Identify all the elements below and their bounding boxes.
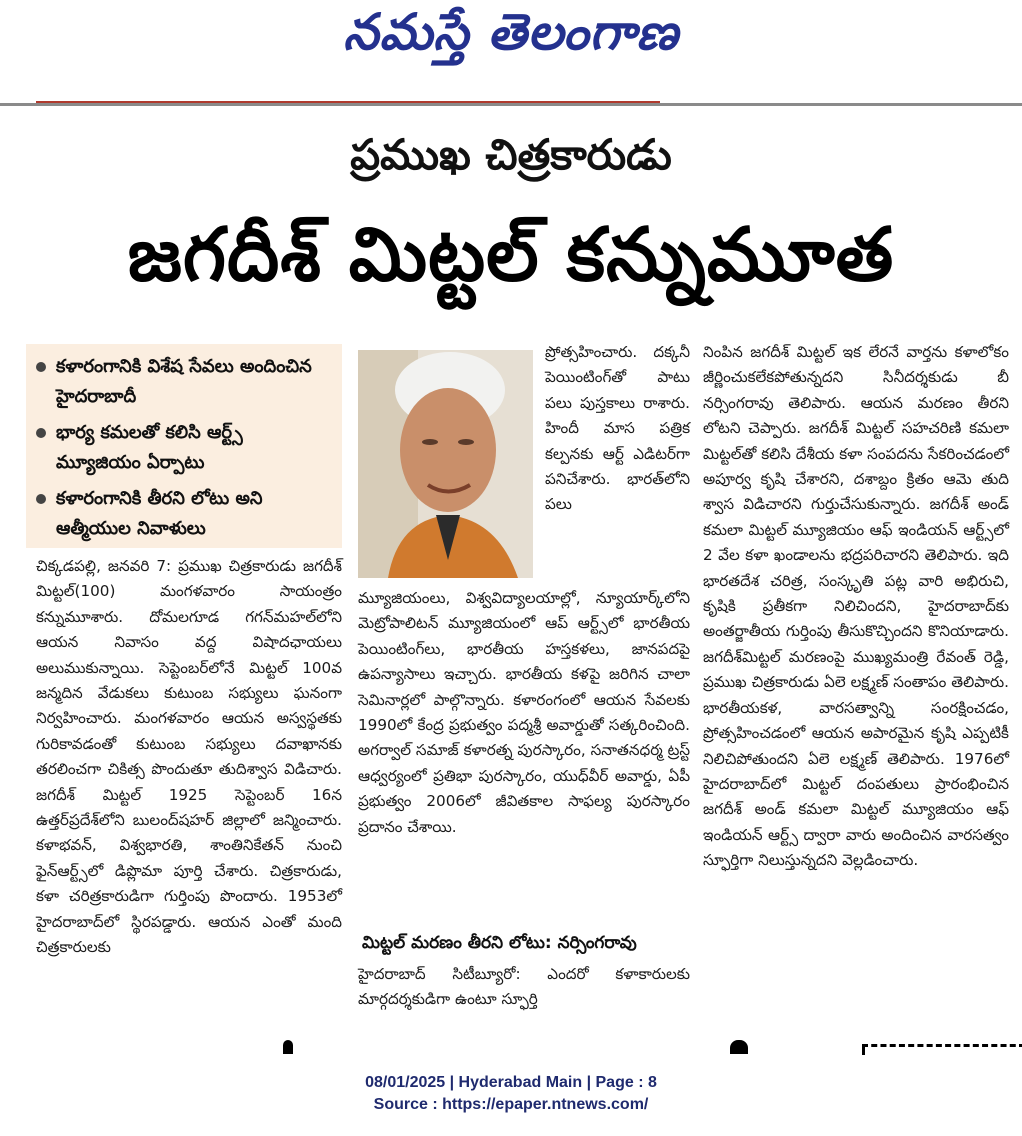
article-column-2 (358, 586, 690, 840)
bullet-icon (36, 362, 46, 372)
highlight-text: కళారంగానికి విశేష సేవలు అందించిన హైదరాబాదీ (56, 356, 312, 407)
highlight-item (36, 484, 332, 544)
bullet-icon (36, 494, 46, 504)
article-column-2-bottom (358, 962, 690, 1013)
highlight-text: భార్య కమలతో కలిసి ఆర్ట్స్ మ్యూజియం ఏర్పాటు (56, 422, 243, 473)
article-column-1 (36, 554, 342, 961)
clipping-dashed-border (862, 1044, 1022, 1055)
portrait-illustration (358, 350, 533, 578)
article-column-3 (703, 340, 1009, 874)
clipping-edge-mark (283, 1040, 293, 1054)
portrait-photo (358, 350, 533, 578)
paragraph: ప్రోత్సహించారు. దక్కనీ పెయింటింగ్‌తో పాటు పలు పుస్తకాలు రాశారు. హిందీ మాస పత్రిక కల్పనకు ఆర్ట్ ఎడిటర్‌గా పనిచేశారు. భారత్‌లోని పలు (545, 343, 690, 514)
highlights-box (26, 344, 342, 548)
highlights-list (26, 344, 342, 544)
footer-source-link[interactable]: Source : https://epaper.ntnews.com/ (373, 1096, 649, 1113)
masthead (0, 0, 1022, 72)
paragraph: హైదరాబాద్ సిటీబ్యూరో: ఎందరో కళాకారులకు మార్గదర్శకుడిగా ఉంటూ స్ఫూర్తి (358, 965, 690, 1009)
highlight-item (36, 418, 332, 478)
bullet-icon (36, 428, 46, 438)
article-headline: జగదీశ్ మిట్టల్ కన్నుమూత (127, 212, 895, 298)
footer-edition-info: 08/01/2025 | Hyderabad Main | Page : 8 (365, 1074, 657, 1091)
article-column-2-top (545, 340, 690, 518)
highlight-text: కళారంగానికి తీరని లోటు అని ఆత్మీయుల నివాళులు (56, 488, 263, 539)
article-kicker: ప్రముఖ చిత్రకారుడు (350, 130, 672, 179)
newspaper-logo: నమస్తే తెలంగాణ (343, 2, 679, 61)
paragraph: నింపిన జగదీశ్ మిట్టల్ ఇక లేరనే వార్తను కళాలోకం జీర్ణించుకలేకపోతున్నదని సినీదర్శకుడు బీ నర్సింగరావు తెలిపారు. ఆయన మరణం తీరని లోటని చెప్పారు. జగదీశ్ మిట్టల్ సహచరిణి కమలా మిట్టల్‌తో కలిసి దేశీయ కళా సంపదను సేకరించడంలో అపూర్వ కృషి చేశారని, దశాబ్దం క్రితం ఆమె తుది శ్వాస విడిచారని గుర్తుచేసుకున్నారు. జగదీశ్ అండ్ కమలా మిట్టల్ మ్యూజియం ఆఫ్ ఇండియన్ ఆర్ట్స్‌లో 2 వేల కళా ఖండాలను భద్రపరిచారని తెలిపారు. ఇది భారతదేశ చరిత్ర, సంస్కృతి పట్ల వారి అభిరుచి, కృషికి ప్రతీకగా నిలిచిందని, హైదరాబాద్‌కు అంతర్జాతీయ గుర్తింపు తీసుకొచ్చిందని కొనియాడారు. జగదీశ్‌మిట్టల్ మరణంపై ముఖ్యమంత్రి రేవంత్ రెడ్డి, ప్రముఖ చిత్రకారుడు ఏలె లక్ష్మణ్ సంతాపం తెలిపారు. భారతీయకళ, వారసత్వాన్ని సంరక్షించడం, ప్రోత్సహించడంలో ఆయన అపారమైన కృషి ఎప్పటికీ నిలిచిపోతుందని ఏలె లక్ష్మణ్ తెలిపారు. 1976లో హైదరాబాద్‌లో మిట్టల్ దంపతులు ప్రారంభించిన జగదీశ్ అండ్ కమలా మిట్టల్ మ్యూజియం ఆఫ్ ఇండియన్ ఆర్ట్స్ ద్వారా వారు అందించిన వారసత్వం స్ఫూర్తిగా నిలుస్తున్నదని వెల్లడించారు. (703, 343, 1009, 870)
highlight-item (36, 352, 332, 412)
article-subhead: మిట్టల్ మరణం తీరని లోటు: నర్సింగరావు (362, 933, 637, 953)
paragraph: చిక్కడపల్లి, జనవరి 7: ప్రముఖ చిత్రకారుడు జగదీశ్ మిట్టల్(100) మంగళవారం సాయంత్రం కన్నుమూశారు. దోమలగూడ గగన్‌మహల్‌లోని ఆయన నివాసం వద్ద విషాదఛాయలు అలుముకున్నాయి. సెప్టెంబర్‌లోనే మిట్టల్ 100వ జన్మదిన వేడుకలు కుటుంబ సభ్యులు ఘనంగా నిర్వహించారు. మంగళవారం ఆయన అస్వస్థతకు గురికావడంతో కుటుంబ సభ్యులు దవాఖానకు తరలించగా చికిత్స పొందుతూ తుదిశ్వాస విడిచారు. జగదీశ్ మిట్టల్ 1925 సెప్టెంబర్ 16న ఉత్తర్‌ప్రదేశ్‌లోని బులంద్‌షహర్ జిల్లాలో జన్మించారు. కళాభవన్, విశ్వభారతి, శాంతినికేతన్ నుంచి ఫైన్‌ఆర్ట్స్‌లో డిప్లొమా పూర్తి చేశారు. చిత్రకారుడు, కళా చరిత్రకారుడిగా గుర్తింపు పొందారు. 1953లో హైదరాబాద్‌లో స్థిరపడ్డారు. ఆయన ఎంతో మంది చిత్రకారులకు (36, 557, 342, 957)
page-footer (0, 1072, 1022, 1116)
clipping-edge-mark (730, 1040, 748, 1054)
masthead-rule (0, 103, 1022, 106)
paragraph: మ్యూజియంలు, విశ్వవిద్యాలయాల్లో, న్యూయార్క్‌లోని మెట్రోపాలిటన్ మ్యూజియంలో ఆప్ ఆర్ట్స్‌లో భారతీయ పెయింటింగ్‌లు, భారతీయ హస్తకళలు, జానపదపై ఉపన్యాసాలు ఇచ్చారు. భారతీయ కళపై జరిగిన చాలా సెమినార్లలో పాల్గొన్నారు. కళారంగంలో ఆయన సేవలకు 1990లో కేంద్ర ప్రభుత్వం పద్మశ్రీ అవార్డుతో సత్కరించింది. అగర్వాల్ సమాజ్ కళారత్న పురస్కారం, సనాతనధర్మ ట్రస్ట్ ఆధ్వర్యంలో ప్రతిభా పురస్కారం, యుధ్‌వీర్ అవార్డు, ఏపీ ప్రభుత్వం 2006లో జీవితకాల సాఫల్య పురస్కారం ప్రదానం చేశాయి. (358, 589, 690, 836)
